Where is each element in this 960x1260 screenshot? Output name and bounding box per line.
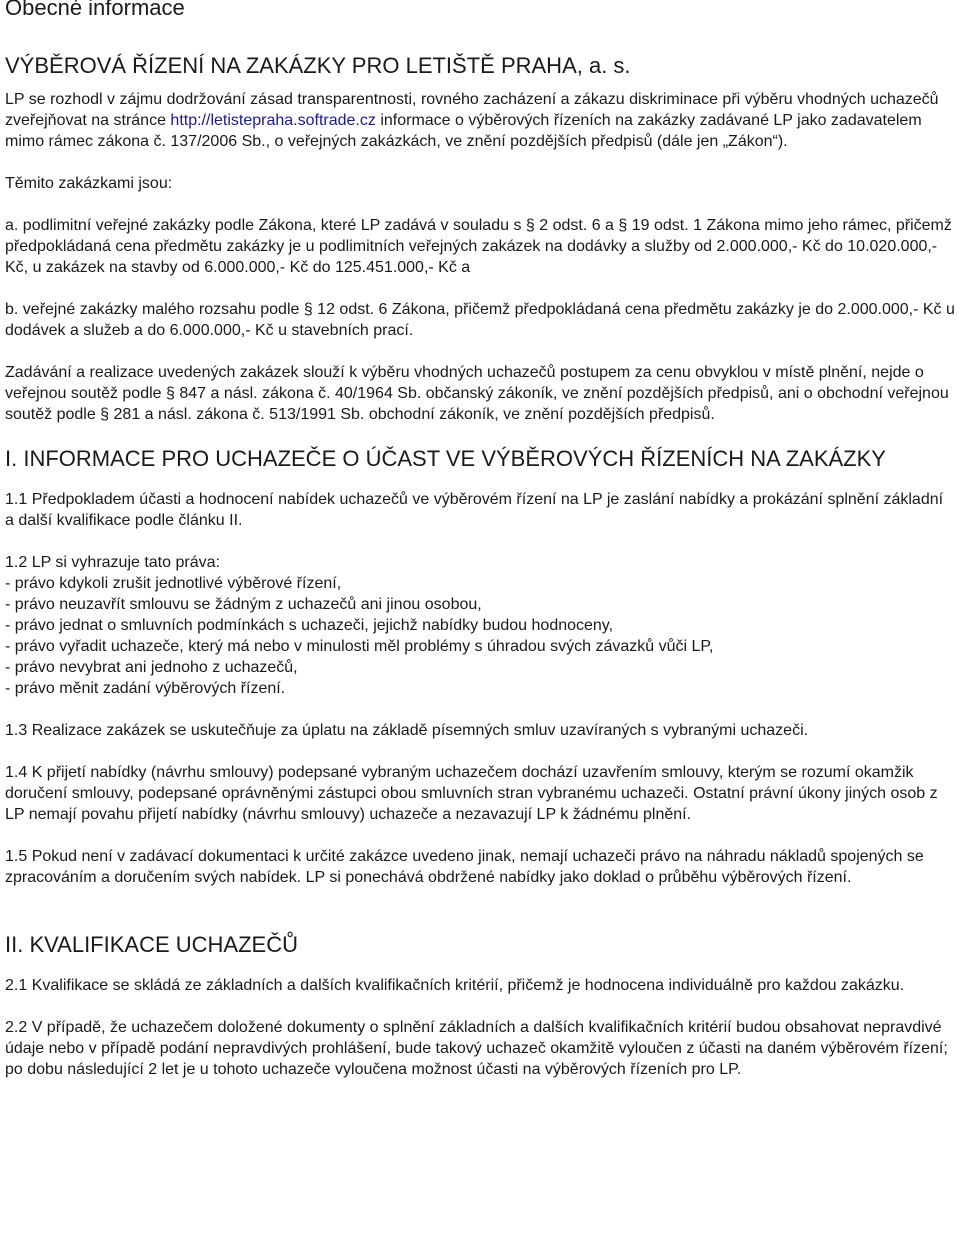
paragraph-1-5: 1.5 Pokud není v zadávací dokumentaci k určité zakázce uvedeno jinak, nemají uchazeči právo na náhradu nákladů spojených se zpracováním a doručením svých nabídek. LP si ponechává obdržené nabídky jako doklad o průběhu výběrových řízení. (5, 848, 924, 886)
section-1-heading: I. INFORMACE PRO UCHAZEČE O ÚČAST VE VÝBĚROVÝCH ŘÍZENÍCH NA ZAKÁZKY (5, 446, 886, 471)
paragraph-1-1: 1.1 Předpokladem účasti a hodnocení nabídek uchazečů ve výběrovém řízení na LP je zaslání nabídky a prokázání splnění základní a další kvalifikace podle článku II. (5, 491, 944, 529)
item-b: b. veřejné zakázky malého rozsahu podle § 12 odst. 6 Zákona, přičemž předpokládaná cena předmětu zakázky je do 2.000.000,- Kč u dodávek a služeb a do 6.000.000,- Kč u stavebních prací. (5, 301, 955, 339)
section-2-heading: II. KVALIFIKACE UCHAZEČŮ (5, 932, 298, 957)
right-item: - právo měnit zadání výběrových řízení. (5, 680, 286, 697)
softrade-link[interactable]: http://letistepraha.softrade.cz (170, 112, 376, 129)
item-a: a. podlimitní veřejné zakázky podle Zákona, které LP zadává v souladu s § 2 odst. 6 a § 19 odst. 1 Zákona mimo jeho rámec, přičemž předpokládaná cena předmětu zakázky je u podlimitních veřejných zakázek na dodávky a služby od 2.000.000,- Kč do 10.020.000,- Kč, u zakázek na stavby od 6.000.000,- Kč do 125.451.000,- Kč a (5, 217, 952, 276)
rights-title: 1.2 LP si vyhrazuje tato práva: (5, 554, 220, 571)
paragraph-1-4: 1.4 K přijetí nabídky (návrhu smlouvy) podepsané vybraným uchazečem dochází uzavřením smlouvy, kterým se rozumí okamžik doručení smlouvy, podepsané oprávněnými zástupci obou smluvních stran vybranému uchazeči. Ostatní právní úkony jiných osob z LP nemají povahu přijetí nabídky (návrhu smlouvy) uchazeče a nezavazují LP k žádnému plnění. (5, 764, 938, 823)
right-item: - právo jednat o smluvních podmínkách s uchazeči, jejichž nabídky budou hodnoceny, (5, 617, 614, 634)
intro-paragraph (5, 89, 955, 152)
right-item: - právo kdykoli zrušit jednotlivé výběrové řízení, (5, 575, 342, 592)
right-item: - právo nevybrat ani jednoho z uchazečů, (5, 659, 298, 676)
intro-text-before: LP se rozhodl v zájmu dodržování zásad transparentnosti, rovného zacházení a zákazu diskriminace při výběru vhodných uchazečů zveřejňovat na stránce (5, 91, 939, 129)
document-page (5, 0, 955, 1080)
main-heading: VÝBĚROVÁ ŘÍZENÍ NA ZAKÁZKY PRO LETIŠTĚ PRAHA, a. s. (5, 53, 631, 78)
intro-text-after: informace o výběrových řízeních na zakázky zadávané LP jako zadavatelem mimo rámec zákona č. 137/2006 Sb., o veřejných zakázkách, ve znění pozdějších předpisů (dále jen „Zákon“). (5, 112, 922, 150)
page-title: Obecné informace (5, 0, 185, 20)
realization-paragraph: Zadávání a realizace uvedených zakázek slouží k výběru vhodných uchazečů postupem za cenu obvyklou v místě plnění, nejde o veřejnou soutěž podle § 847 a násl. zákona č. 40/1964 Sb. občanský zákoník, ve znění pozdějších předpisů, ani o obchodní veřejnou soutěž podle § 281 a násl. zákona č. 513/1991 Sb. obchodní zákoník, ve znění pozdějších předpisů. (5, 364, 949, 423)
right-item: - právo vyřadit uchazeče, který má nebo v minulosti měl problémy s úhradou svých závazků vůči LP, (5, 638, 714, 655)
these-are-label: Těmito zakázkami jsou: (5, 175, 173, 192)
paragraph-2-1: 2.1 Kvalifikace se skládá ze základních a dalších kvalifikačních kritérií, přičemž je hodnocena individuálně pro každou zakázku. (5, 977, 905, 994)
paragraph-1-3: 1.3 Realizace zakázek se uskutečňuje za úplatu na základě písemných smluv uzavíraných s vybranými uchazeči. (5, 722, 809, 739)
paragraph-2-2: 2.2 V případě, že uchazečem doložené dokumenty o splnění základních a dalších kvalifikačních kritérií budou obsahovat nepravdivé údaje nebo v případě podání nepravdivých prohlášení, bude takový uchazeč okamžitě vyloučen z účasti na daném výběrovém řízení; po dobu následující 2 let je u tohoto uchazeče vyloučena možnost účasti na výběrových řízeních pro LP. (5, 1019, 948, 1078)
paragraph-1-2 (5, 552, 955, 699)
right-item: - právo neuzavřít smlouvu se žádným z uchazečů ani jinou osobou, (5, 596, 482, 613)
